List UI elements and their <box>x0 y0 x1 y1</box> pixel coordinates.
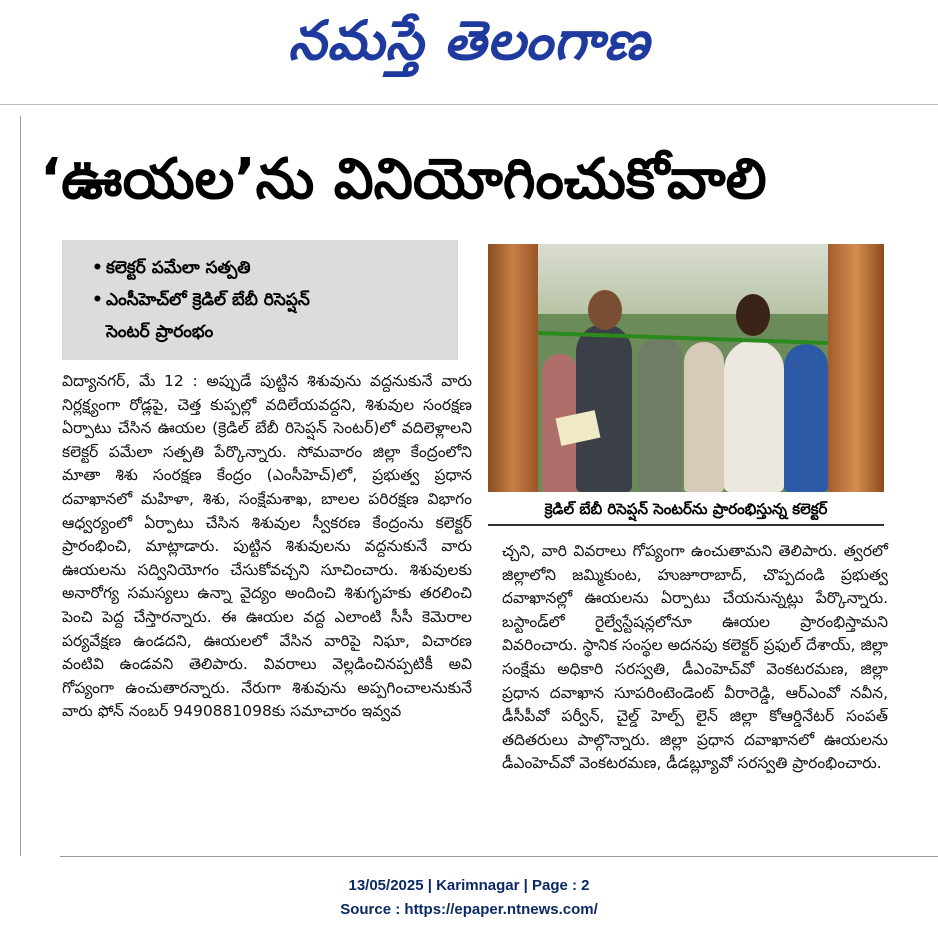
photo-door-left <box>488 244 538 492</box>
masthead <box>0 0 938 100</box>
bullet-icon: • <box>92 290 103 310</box>
highlight-text: ఎంసీహెచ్‌లో క్రెడిల్ బేబీ రిసెప్షన్ <box>106 290 310 310</box>
highlight-item <box>106 316 444 348</box>
photo-person-head <box>736 294 770 336</box>
photo-person <box>576 324 632 492</box>
bullet-icon: • <box>92 258 103 278</box>
clipping-border-bottom <box>60 856 938 857</box>
newspaper-logo: నమస్తే తెలంగాణ <box>288 9 650 72</box>
footer-source: Source : https://epaper.ntnews.com/ <box>340 901 598 918</box>
photo-person <box>724 340 784 492</box>
article-photo <box>488 244 884 492</box>
footer-edition-info: 13/05/2025 | Karimnagar | Page : 2 <box>348 877 590 894</box>
photo-person-head <box>588 290 622 330</box>
highlight-item <box>92 284 444 316</box>
highlight-item <box>92 252 444 284</box>
masthead-divider <box>0 104 938 105</box>
clipping-border-left <box>20 116 21 856</box>
highlight-text: కలెక్టర్ పమేలా సత్పతి <box>106 258 251 278</box>
highlights-box <box>62 240 458 360</box>
photo-door-right <box>828 244 884 492</box>
photo-person <box>684 342 724 492</box>
photo-caption: క్రెడిల్ బేబీ రిసెప్షన్ సెంటర్‌ను ప్రారంభిస్తున్న కలెక్టర్ <box>488 494 884 526</box>
photo-person <box>784 344 828 492</box>
article-body-left-column: విద్యానగర్, మే 12 : అప్పుడే పుట్టిన శిశువును వద్దనుకునే వారు నిర్లక్ష్యంగా రోడ్లపై, చెత్త కుప్పల్లో వదిలేయవద్దని, శిశువుల సంరక్షణ ఏర్పాటు చేసిన ఊయల (క్రెడిల్ బేబీ రిసెప్షన్ సెంటర్)లో వదిలెళ్లాలని కలెక్టర్ పమేలా సత్పతి పేర్కొన్నారు. సోమవారం జిల్లా కేంద్రంలోని మాతా శిశు సంరక్షణ కేంద్రం (ఎంసీహెచ్)లో, ప్రభుత్వ ప్రధాన దవాఖానలో మహిళా, శిశు, సంక్షేమశాఖ, బాలల పరిరక్షణ విభాగం ఆధ్వర్యంలో ఏర్పాటు చేసిన శిశువుల స్వీకరణ కేంద్రంను కలెక్టర్ ప్రారంభించి, మాట్లాడారు. పుట్టిన శిశువులను వద్దనుకునే వారు ఊయలను సద్వినియోగం చేసుకోవచ్చని సూచించారు. శిశువులకు అనారోగ్య సమస్యలు ఉన్నా వైద్యం అందించి శిశుగృహకు తరలించి పెంచి పెద్ద చేస్తారన్నారు. ఈ ఊయల వద్ద ఎలాంటి సీసీ కెమెరాల పర్యవేక్షణ ఉండదని, ఊయలలో వేసిన వారిపై నిఘా, విచారణ వంటివి ఉండవని తెలిపారు. వివరాలు వెల్లడించినప్పటికీ అవి గోప్యంగా ఉంచుతారన్నారు. నేరుగా శిశువును అప్పగించాలనుకునే వారు ఫోన్ నంబర్ 9490881098కు సమాచారం ఇవ్వవ <box>62 372 472 721</box>
highlight-text: సెంటర్ ప్రారంభం <box>106 322 214 342</box>
article-headline: ‘ఊయల’ను వినియోగించుకోవాలి <box>40 147 767 212</box>
photo-person <box>638 336 682 492</box>
photo-background <box>538 244 828 314</box>
footer <box>0 874 938 922</box>
article-body-right-column: చ్చని, వారి వివరాలు గోప్యంగా ఉంచుతామని తెలిపారు. త్వరలో జిల్లాలోని జమ్మికుంట, హుజూరాబాద్, చొప్పదండి ప్రభుత్వ దవాఖానల్లో ఊయలను ఏర్పాటు చేయనున్నట్లు పేర్కొన్నారు. బస్టాండ్‌లో రైల్వేస్టేషన్లలోనూ ఊయల ప్రారంభిస్తామని వివరించారు. స్థానిక సంస్థల అదనపు కలెక్టర్ ప్రఫుల్ దేశాయ్, జిల్లా సంక్షేమ అధికారి సరస్వతి, డీఎంహెచ్‌వో వెంకటరమణ, జిల్లా ప్రధాన దవాఖాన సూపరింటెండెంట్ వీరారెడ్డి, ఆర్ఎంవో నవీన, డీసీపీవో పర్వీన్, చైల్డ్ హెల్ప్ లైన్ జిల్లా కోఆర్డినేటర్ సంపత్ తదితరులు పాల్గొన్నారు. జిల్లా ప్రధాన దవాఖానలో ఊయలను డీఎంహెచ్‌వో వెంకటరమణ, డీడబ్ల్యూవో సరస్వతి ప్రారంభించారు. <box>502 542 888 773</box>
